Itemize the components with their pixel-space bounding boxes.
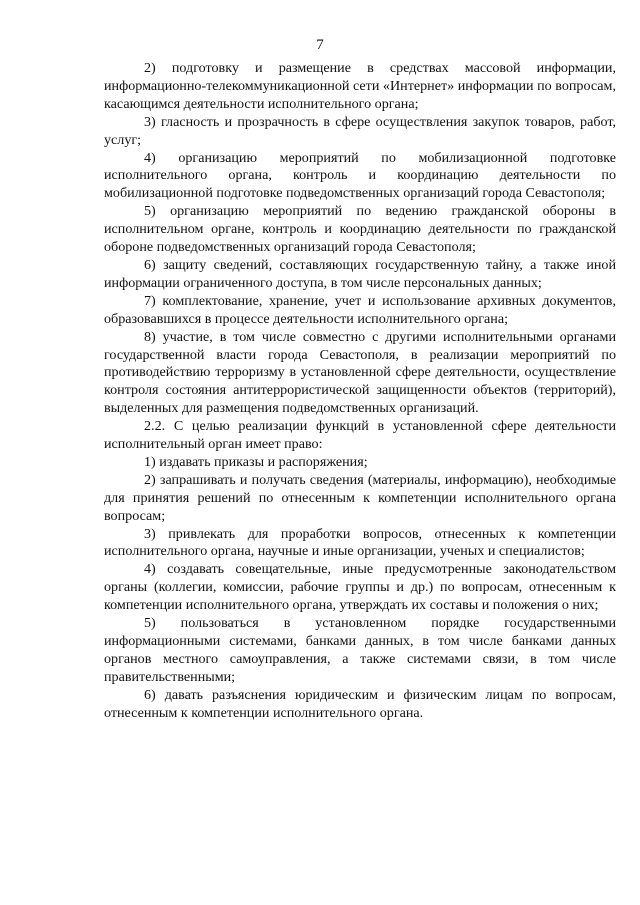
paragraph-right-6-explanations: 6) давать разъяснения юридическим и физическим лицам по вопросам, отнесенным к компетенции исполнительного органа. [104, 686, 616, 721]
paragraph-item-7-archives: 7) комплектование, хранение, учет и использование архивных документов, образовавшихся в процессе деятельности исполнительного органа; [104, 292, 616, 327]
paragraph-right-4-create-bodies: 4) создавать совещательные, иные предусмотренные законодательством органы (коллегии, комиссии, рабочие группы и др.) по вопросам, отнесенным к компетенции исполнительного органа, утверждать их составы и положения о них; [104, 561, 616, 614]
document-body [104, 60, 616, 723]
paragraph-section-2-2: 2.2. С целью реализации функций в установленной сфере деятельности исполнительный орган имеет право: [104, 418, 616, 453]
paragraph-item-2-mass-media: 2) подготовку и размещение в средствах массовой информации, информационно-телекоммуникационной сети «Интернет» информации по вопросам, касающимся деятельности исполнительного органа; [104, 60, 616, 112]
paragraph-right-3-involve-experts: 3) привлекать для проработки вопросов, отнесенных к компетенции исполнительного органа, научные и иные организации, ученых и специалистов; [104, 525, 616, 560]
paragraph-item-3-procurement-transparency: 3) гласность и прозрачность в сфере осуществления закупок товаров, работ, услуг; [104, 113, 616, 148]
paragraph-item-8-anti-terrorism: 8) участие, в том числе совместно с другими исполнительными органами государственной власти города Севастополя, в реализации мероприятий по противодействию терроризму в установленной сфере деятельности, осуществление контроля состояния антитеррористической защищенности объектов (территорий), выделенных для размещения подведомственных организаций. [104, 328, 616, 417]
paragraph-item-5-civil-defense: 5) организацию мероприятий по ведению гражданской обороны в исполнительном органе, контроль и координацию деятельности по гражданской обороне подведомственных организаций города Севастополя; [104, 203, 616, 256]
paragraph-item-4-mobilization: 4) организацию мероприятий по мобилизационной подготовке исполнительного органа, контроль и координацию деятельности по мобилизационной подготовке подведомственных организаций города Севастополя; [104, 149, 616, 202]
paragraph-right-5-use-systems: 5) пользоваться в установленном порядке государственными информационными системами, банками данных, в том числе банками данных органов местного самоуправления, а также системами связи, в том числе правительственными; [104, 615, 616, 685]
paragraph-right-2-request-info: 2) запрашивать и получать сведения (материалы, информацию), необходимые для принятия решений по отнесенным к компетенции исполнительного органа вопросам; [104, 471, 616, 524]
paragraph-item-6-state-secret: 6) защиту сведений, составляющих государственную тайну, а также иной информации ограниченного доступа, в том числе персональных данных; [104, 256, 616, 291]
paragraph-right-1-orders: 1) издавать приказы и распоряжения; [144, 453, 368, 470]
page-number: 7 [316, 37, 324, 53]
